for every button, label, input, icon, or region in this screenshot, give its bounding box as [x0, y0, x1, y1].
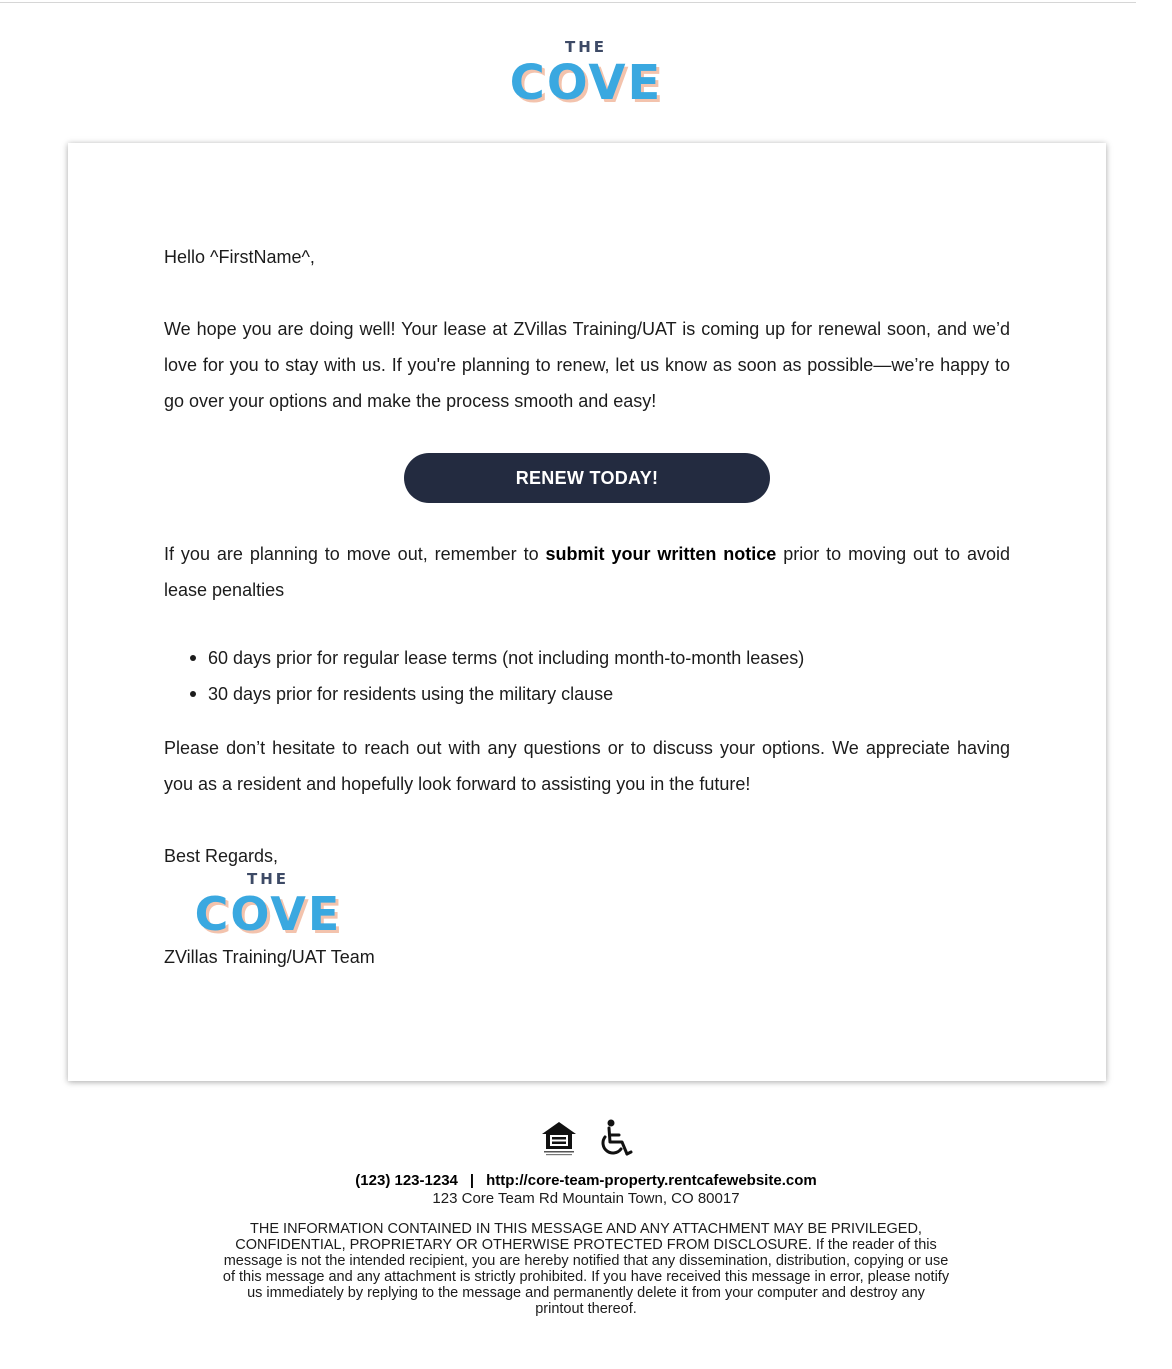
team-signature: ZVillas Training/UAT Team [164, 947, 375, 967]
top-divider [0, 2, 1136, 3]
wheelchair-accessible-icon [594, 1118, 636, 1160]
website-link[interactable]: http://core-team-property.rentcafewebsite.com [486, 1172, 817, 1189]
footer [0, 1118, 1172, 1317]
regards-text: Best Regards, [164, 846, 279, 866]
footer-icons [0, 1118, 1172, 1160]
closing-paragraph: Please don’t hesitate to reach out with any questions or to discuss your options. We appreciate having you as a resident and hopefully look forward to assisting you in the future! [164, 738, 1010, 794]
address: 123 Core Team Rd Mountain Town, CO 80017 [432, 1190, 740, 1207]
move-out-paragraph [164, 536, 1010, 608]
list-item: 60 days prior for regular lease terms (not including month-to-month leases) [164, 640, 1010, 676]
signature-logo-cove: COVE [194, 887, 342, 941]
logo-the-text: THE [564, 38, 608, 56]
signature-logo-the: THE [246, 870, 290, 888]
contact-separator: | [469, 1172, 475, 1189]
logo-cove-text: COVE [509, 55, 663, 111]
notice-list [164, 640, 1010, 712]
list-item: 30 days prior for residents using the military clause [164, 676, 1010, 712]
equal-housing-opportunity-icon [540, 1120, 578, 1158]
greeting: Hello ^FirstName^, [164, 247, 315, 267]
move-out-text-end: prior to moving out to avoid lease penalties [164, 544, 1010, 600]
contact-line [0, 1172, 1172, 1190]
legal-disclaimer: THE INFORMATION CONTAINED IN THIS MESSAGE AND ANY ATTACHMENT MAY BE PRIVILEGED, CONFIDENTIAL, PROPRIETARY OR OTHERWISE PROTECTED FROM DISCLOSURE. If the reader of this message is not the intended recipient, you are hereby notified that any dissemination, distribution, copying or use of this message and any attachment is strictly prohibited. If you have received this message in error, please notify us immediately by replying to the message and permanently delete it from your computer and destroy any printout thereof. [222, 1221, 950, 1317]
renew-today-button[interactable]: RENEW TODAY! [404, 453, 770, 503]
renewal-paragraph: We hope you are doing well! Your lease at ZVillas Training/UAT is coming up for renewal soon, and we’d love for you to stay with us. If you're planning to renew, let us know as soon as possible—we’re happy to go over your options and make the process smooth and easy! [164, 319, 1010, 411]
header-logo [500, 38, 672, 111]
signature-logo [186, 870, 350, 941]
written-notice-link[interactable]: submit your written notice [545, 544, 777, 564]
move-out-text-start: If you are planning to move out, remember to [164, 544, 546, 564]
phone-number[interactable]: (123) 123-1234 [355, 1172, 458, 1189]
